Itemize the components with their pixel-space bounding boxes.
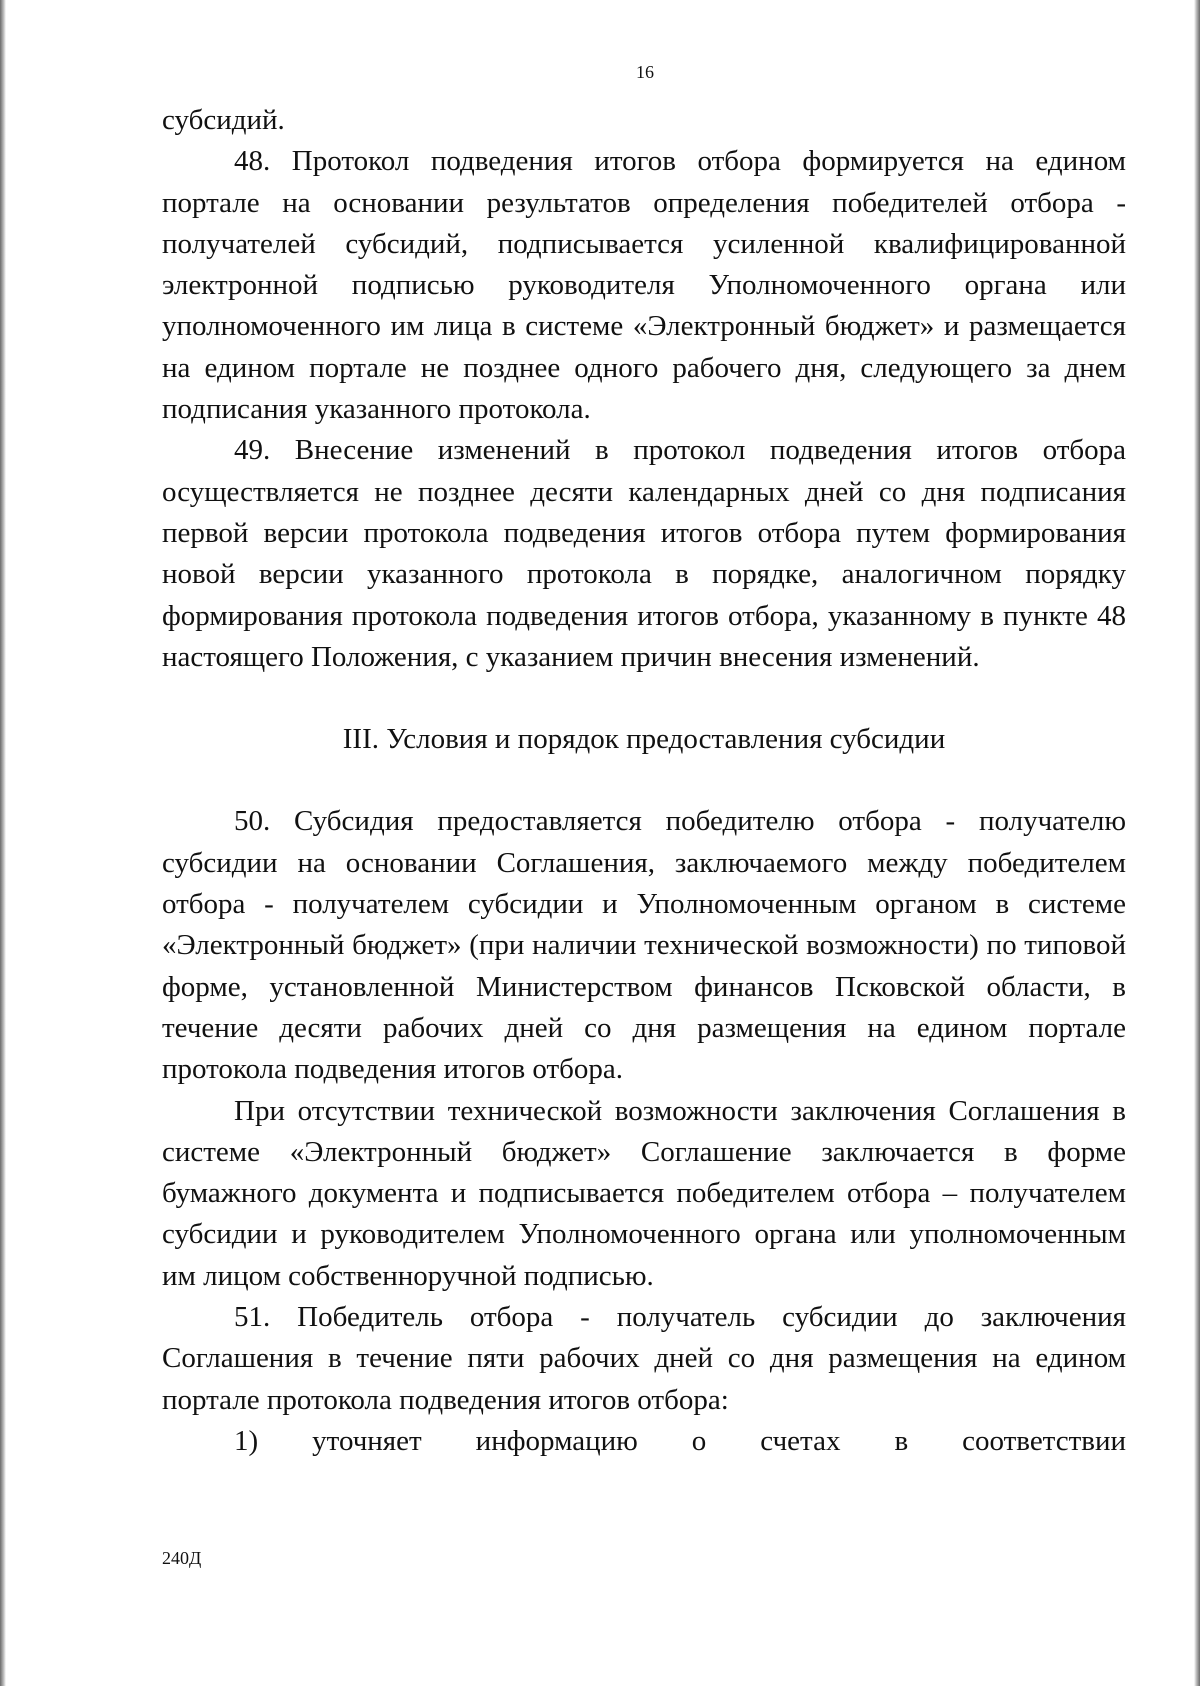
paragraph-50: 50. Субсидия предоставляется победителю отбора - получателю субсидии на основании Соглашения, заключаемого между победителем отбора - получателем субсидии и Уполномоченным органом в системе «Электронный бюджет» (при наличии технической возможности) по типовой форме, установленной Министерством финансов Псковской области, в течение десяти рабочих дней со дня размещения на едином портале протокола подведения итогов отбора. <box>162 805 1126 1086</box>
paragraph-50-2: При отсутствии технической возможности заключения Соглашения в системе «Электронный бюджет» Соглашение заключается в форме бумажного документа и подписывается победителем отбора – получателем субсидии и руководителем Уполномоченного органа или уполномоченным им лицом собственноручной подписью. <box>162 1094 1126 1292</box>
page-number: 16 <box>636 62 654 82</box>
paragraph-51: 51. Победитель отбора - получатель субсидии до заключения Соглашения в течение пяти рабочих дней со дня размещения на едином портале протокола подведения итогов отбора: <box>162 1301 1126 1416</box>
footer-code: 240Д <box>162 1548 202 1568</box>
scan-edge-right <box>1194 0 1200 1686</box>
document-body <box>162 100 1126 1462</box>
paragraph-48: 48. Протокол подведения итогов отбора формируется на едином портале на основании результатов определения победителей отбора - получателей субсидий, подписывается усиленной квалифицированной электронной подписью руководителя Уполномоченного органа или уполномоченного им лица в системе «Электронный бюджет» и размещается на едином портале не позднее одного рабочего дня, следующего за днем подписания указанного протокола. <box>162 145 1126 426</box>
paragraph-continuation: субсидий. <box>162 104 285 136</box>
section-title: III. Условия и порядок предоставления субсидии <box>342 723 946 756</box>
paragraph-51-1: 1) уточняет информацию о счетах в соответствии <box>234 1424 1126 1457</box>
scan-edge-left <box>0 0 6 1686</box>
paragraph-49: 49. Внесение изменений в протокол подведения итогов отбора осуществляется не позднее десяти календарных дней со дня подписания первой версии протокола подведения итогов отбора путем формирования новой версии указанного протокола в порядке, аналогичном порядку формирования протокола подведения итогов отбора, указанному в пункте 48 настоящего Положения, с указанием причин внесения изменений. <box>162 434 1126 673</box>
